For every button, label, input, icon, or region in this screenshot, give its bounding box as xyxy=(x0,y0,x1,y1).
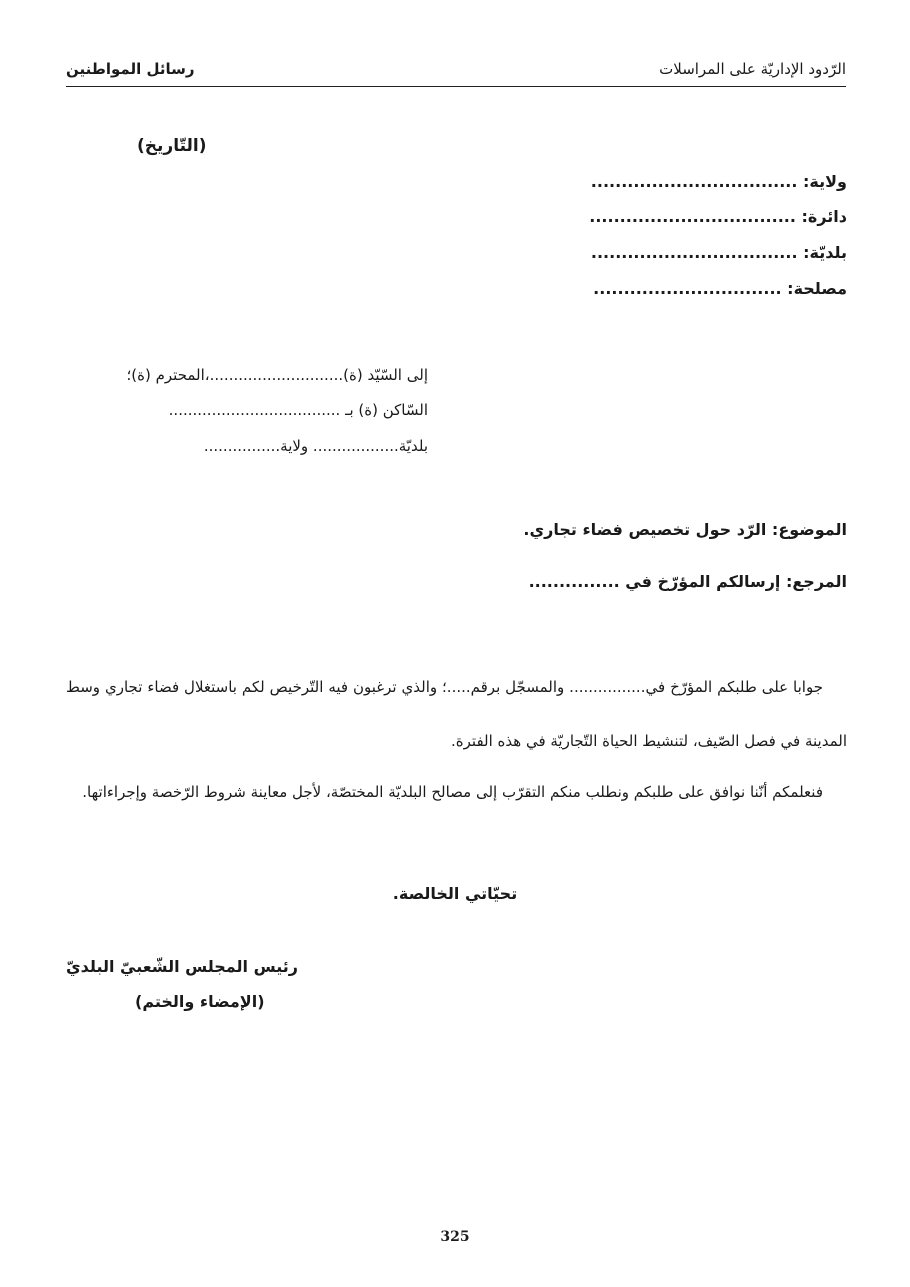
signature-title: رئيس المجلس الشّعبيّ البلديّ xyxy=(66,957,298,976)
field-wilaya: ولاية: .................................. xyxy=(590,172,847,191)
signature-subtitle: (الإمضاء والختم) xyxy=(135,992,265,1011)
running-header-title: الرّدود الإداريّة على المراسلات xyxy=(659,60,846,78)
subject-line: الموضوع: الرّد حول تخصيص فضاء تجاري. xyxy=(523,520,847,539)
recipient-name-line: إلى السّيّد (ة)............................،المحترم (ة)؛ xyxy=(126,366,428,384)
closing-greeting: تحيّاتي الخالصة. xyxy=(392,884,518,903)
running-header-section: رسائل المواطنين xyxy=(66,60,195,78)
page-number: 325 xyxy=(440,1229,470,1245)
header-divider xyxy=(66,86,846,87)
date-label: (التّاريخ) xyxy=(137,136,207,156)
field-baladia: بلديّة: .................................. xyxy=(590,243,847,262)
field-maslaha: مصلحة: ............................... xyxy=(593,279,847,298)
body-paragraph-2: فنعلمكم أنّنا نوافق على طلبكم ونطلب منكم التقرّب إلى مصالح البلديّة المختصّة، لأجل معاينة شروط الرّخصة وإجراءاتها. xyxy=(82,783,823,801)
recipient-municipality-line: بلديّة.................. ولاية................ xyxy=(203,437,428,455)
field-daira: دائرة: .................................. xyxy=(589,207,847,226)
reference-line: المرجع: إرسالكم المؤرّخ في ............... xyxy=(528,572,847,591)
body-paragraph-1: جوابا على طلبكم المؤرّخ في................ والمسجّل برقم.....؛ والذي ترغبون فيه التّرخيص لكم باستغلال فضاء تجاري وسط المدينة في فصل الصّيف، لتنشيط الحياة التّجاريّة في هذه الفترة. xyxy=(66,678,847,750)
recipient-address-line: السّاكن (ة) بـ .................................... xyxy=(168,401,428,419)
